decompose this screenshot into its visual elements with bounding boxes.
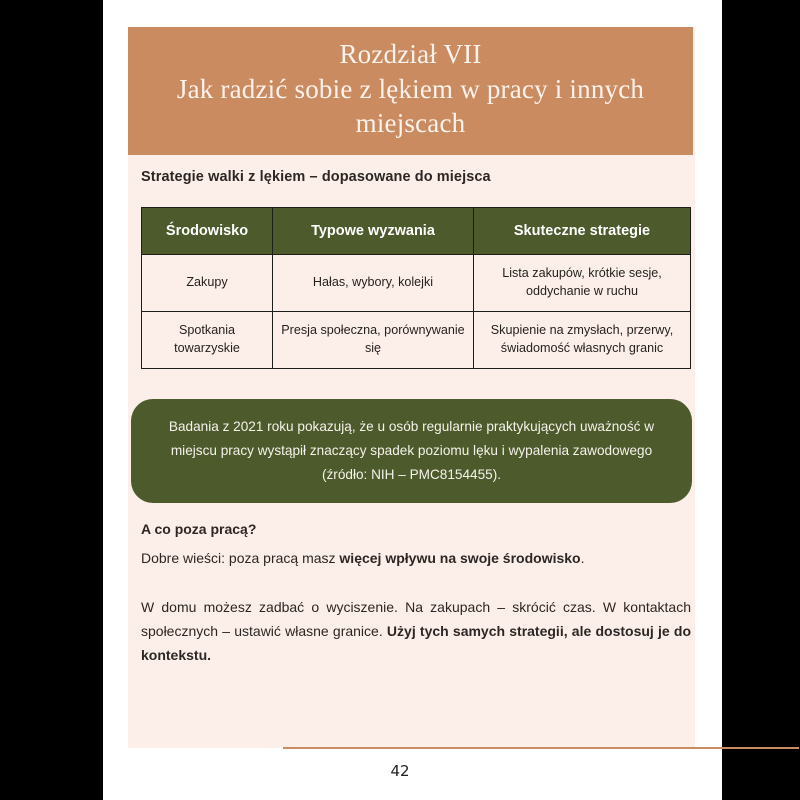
lead-answer-plain-start: Dobre wieści: poza pracą masz — [141, 550, 340, 566]
document-page — [128, 0, 695, 748]
cell-challenges: Hałas, wybory, kolejki — [273, 255, 474, 312]
table-header-strategies: Skuteczne strategie — [474, 208, 691, 255]
research-callout-text: Badania z 2021 roku pokazują, że u osób regularnie praktykujących uważność w miejscu pracy wystąpił znaczący spadek poziomu lęku i wypalenia zawodowego (źródło: NIH – PMC8154455). — [168, 419, 655, 482]
table-header-environment: Środowisko — [142, 208, 273, 255]
lead-answer — [141, 548, 686, 569]
letterbox-band-left — [0, 0, 103, 800]
body-paragraph — [141, 595, 691, 667]
cell-challenges: Presja społeczna, porównywanie się — [273, 312, 474, 369]
cell-environment: Spotkania towarzyskie — [142, 312, 273, 369]
chapter-number: Rozdział VII — [339, 39, 482, 69]
cell-environment: Zakupy — [142, 255, 273, 312]
body-paragraph-plain: W domu możesz zadbać o wyciszenie. Na zakupach – skrócić czas. W kontaktach społecznych – ustawić własne granice. — [141, 599, 691, 640]
chapter-title: Jak radzić sobie z lękiem w pracy i innych miejscach — [176, 73, 645, 139]
table-header-challenges: Typowe wyzwania — [273, 208, 474, 255]
lead-question: A co poza pracą? — [141, 521, 257, 537]
strategies-table — [141, 207, 691, 369]
table-row — [142, 255, 691, 312]
page-number: 42 — [390, 762, 410, 780]
research-callout — [131, 399, 692, 503]
footer-divider — [283, 747, 799, 749]
cell-strategies: Lista zakupów, krótkie sesje, oddychanie w ruchu — [474, 255, 691, 312]
letterbox-band-right — [722, 0, 800, 800]
lead-answer-emphasis: więcej wpływu na swoje środowisko — [339, 550, 581, 566]
table-row — [142, 312, 691, 369]
table-header-row — [142, 208, 691, 255]
chapter-header-band — [128, 27, 693, 155]
lead-answer-plain-end: . — [580, 550, 585, 566]
page-top-margin — [128, 0, 695, 27]
section-heading: Strategie walki z lękiem – dopasowane do miejsca — [141, 169, 491, 185]
body-paragraph-emphasis: Użyj tych samych strategii, ale dostosuj je do kontekstu. — [141, 623, 691, 664]
cell-strategies: Skupienie na zmysłach, przerwy, świadomość własnych granic — [474, 312, 691, 369]
